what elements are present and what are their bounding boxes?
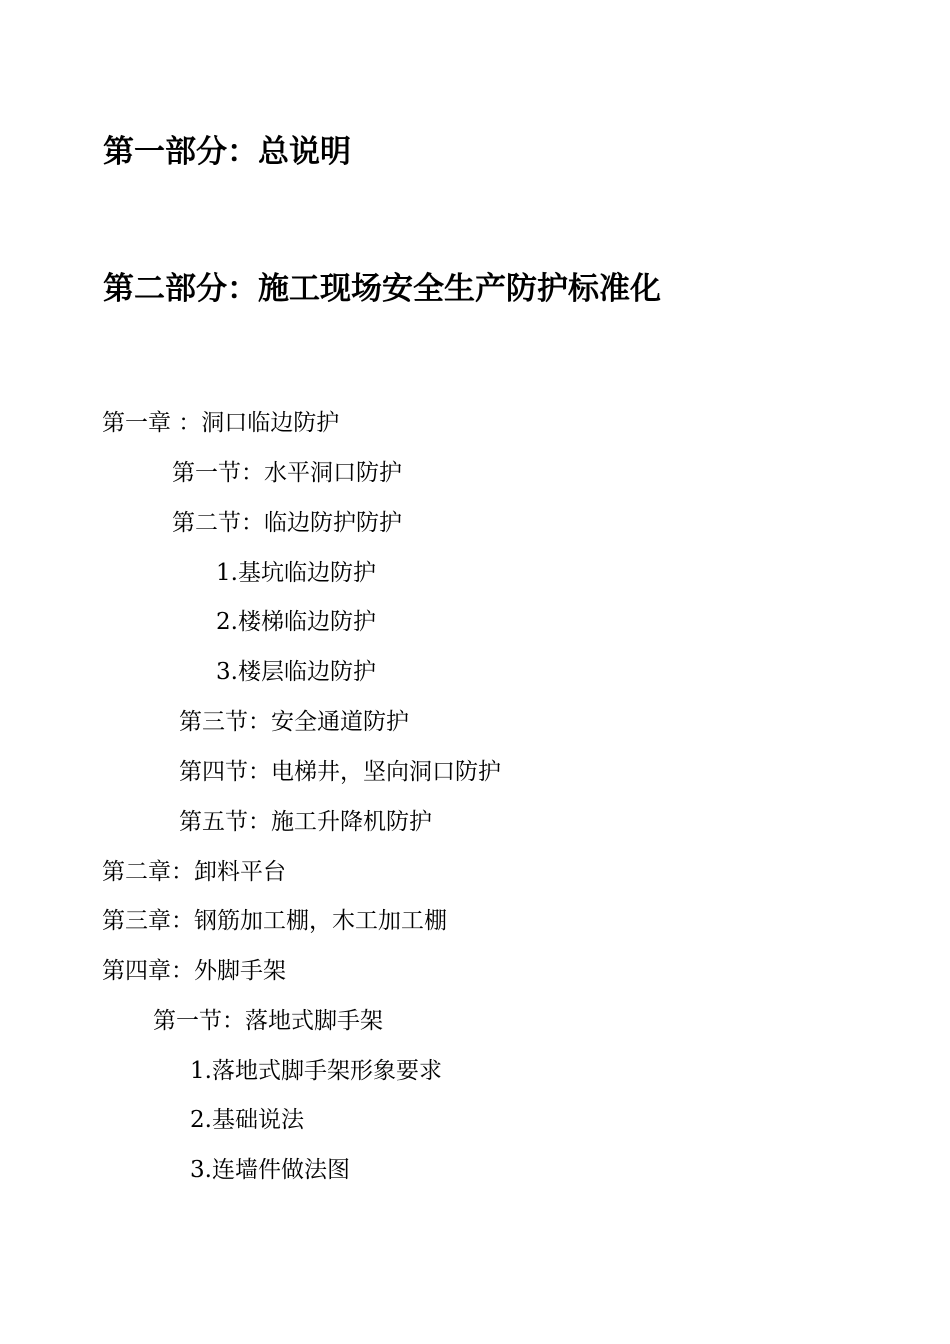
toc-section-1-1: 第一节：水平洞口防护: [172, 460, 402, 486]
part-one-heading: 第一部分：总说明: [103, 134, 351, 170]
toc-section-1-3: 第三节：安全通道防护: [179, 709, 409, 735]
toc-section-1-5: 第五节：施工升降机防护: [179, 809, 432, 835]
toc-item-1-2-3: 3.楼层临边防护: [216, 659, 376, 685]
toc-item-4-1-1: 1.落地式脚手架形象要求: [190, 1058, 442, 1084]
toc-item-4-1-3: 3.连墙件做法图: [190, 1157, 350, 1183]
toc-chapter-1: 第一章 ：洞口临边防护: [102, 410, 340, 436]
toc-item-1-2-2: 2.楼梯临边防护: [216, 609, 376, 635]
toc-section-4-1: 第一节：落地式脚手架: [153, 1008, 383, 1034]
toc-section-1-2: 第二节：临边防护防护: [172, 510, 402, 536]
toc-item-1-2-1: 1.基坑临边防护: [216, 560, 376, 586]
part-two-heading: 第二部分：施工现场安全生产防护标准化: [103, 271, 661, 307]
toc-section-1-4: 第四节：电梯井，坚向洞口防护: [179, 759, 501, 785]
toc-chapter-4: 第四章：外脚手架: [102, 958, 286, 984]
toc-chapter-3: 第三章：钢筋加工棚，木工加工棚: [102, 908, 447, 934]
toc-chapter-2: 第二章：卸料平台: [102, 859, 286, 885]
toc-item-4-1-2: 2.基础说法: [190, 1107, 304, 1133]
